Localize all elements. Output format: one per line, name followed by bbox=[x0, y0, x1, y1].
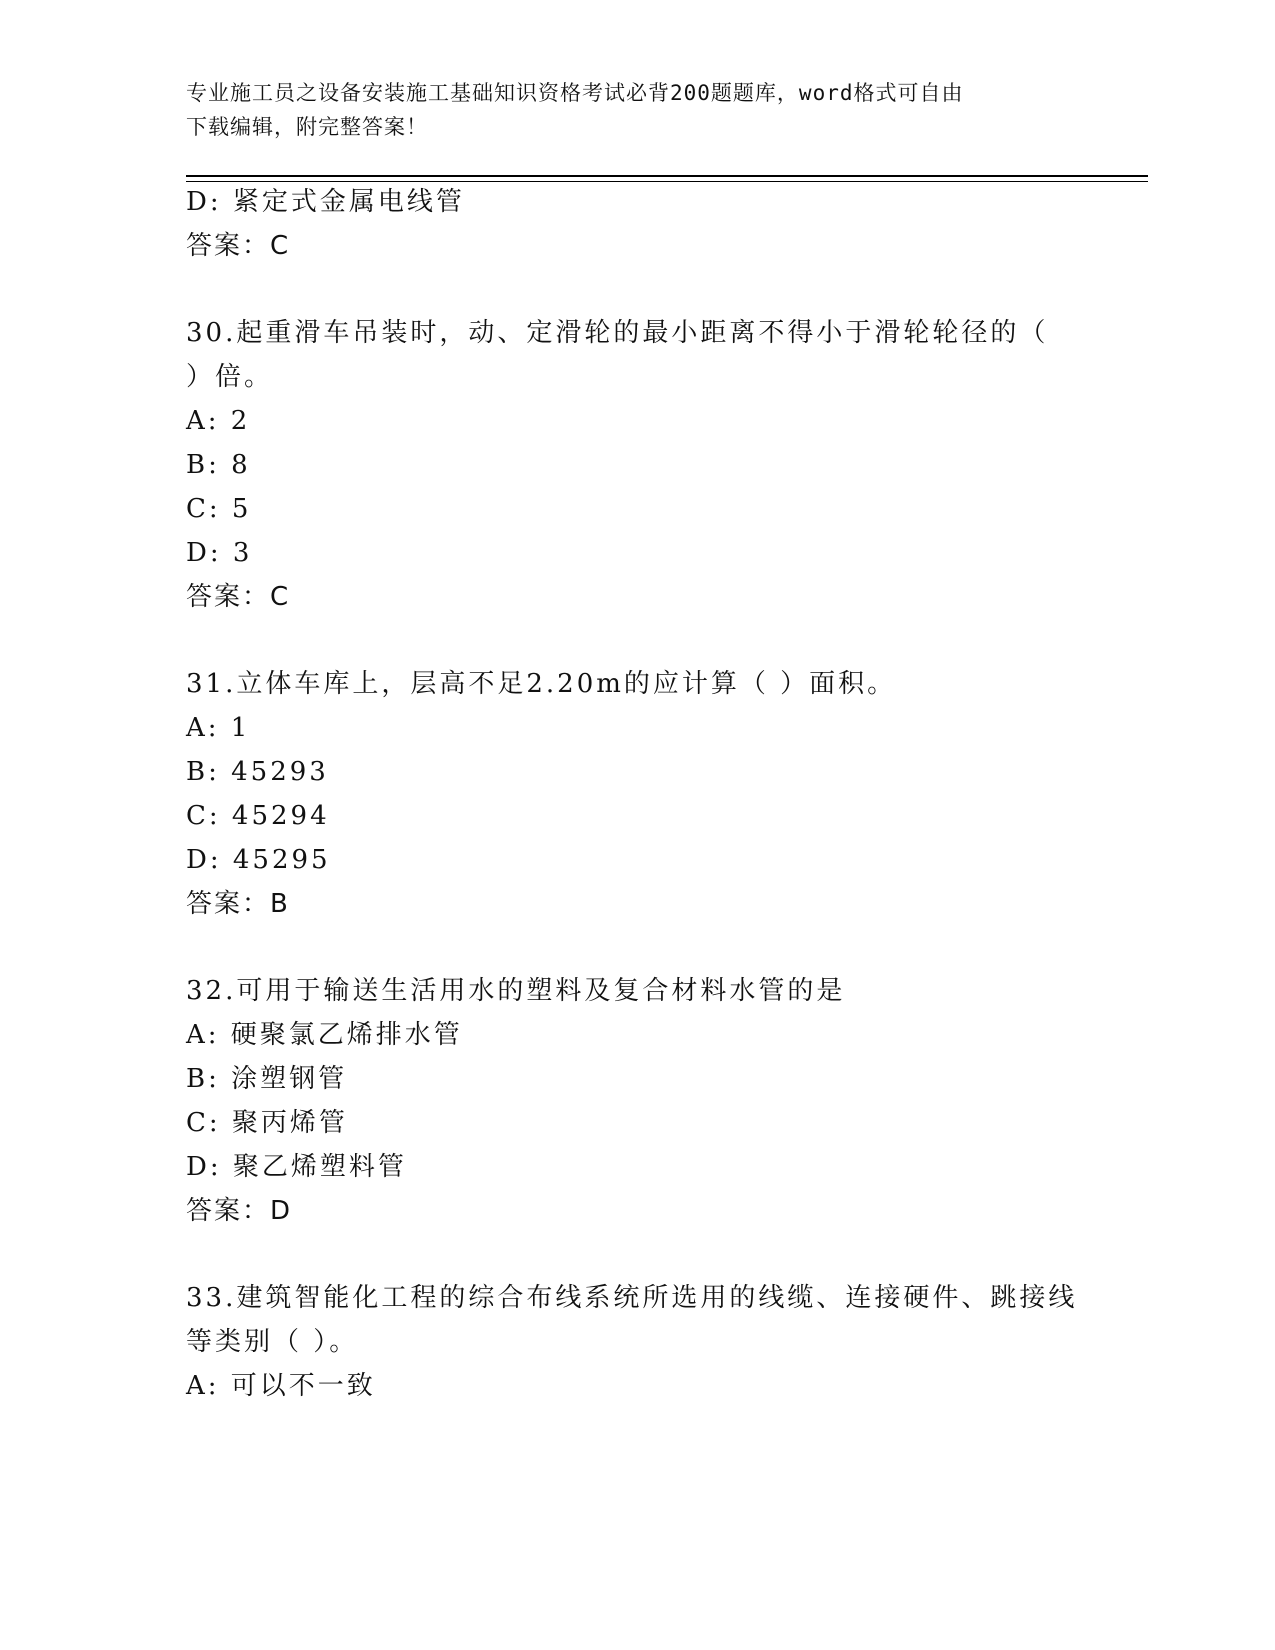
q30-option-c: C: 5 bbox=[186, 494, 252, 524]
q33-stem-line-2: 等类别（ ）。 bbox=[186, 1327, 359, 1357]
prev-answer: 答案：C bbox=[186, 231, 291, 261]
q30-answer: 答案：C bbox=[186, 582, 291, 612]
q31-option-a: A: 1 bbox=[186, 713, 251, 743]
q31-answer: 答案：B bbox=[186, 889, 290, 919]
q31-option-d: D: 45295 bbox=[186, 845, 331, 875]
q32-option-a: A: 硬聚氯乙烯排水管 bbox=[186, 1020, 463, 1050]
document-header bbox=[186, 76, 1066, 144]
q32-stem: 32.可用于输送生活用水的塑料及复合材料水管的是 bbox=[186, 976, 846, 1006]
q30-option-a: A: 2 bbox=[186, 406, 251, 436]
q30-stem-line-2: ）倍。 bbox=[186, 362, 274, 392]
q30-stem-line-1: 30.起重滑车吊装时，动、定滑轮的最小距离不得小于滑轮轮径的（ bbox=[186, 318, 1049, 348]
header-divider-thick bbox=[186, 175, 1148, 177]
header-line-1: 专业施工员之设备安装施工基础知识资格考试必背200题题库，word格式可自由 bbox=[186, 81, 964, 105]
q30-option-d: D: 3 bbox=[186, 538, 253, 568]
header-divider-thin bbox=[186, 181, 1148, 182]
q32-option-d: D: 聚乙烯塑料管 bbox=[186, 1152, 407, 1182]
prev-option-d: D: 紧定式金属电线管 bbox=[186, 187, 465, 217]
q33-option-a: A: 可以不一致 bbox=[186, 1371, 376, 1401]
q33-stem-line-1: 33.建筑智能化工程的综合布线系统所选用的线缆、连接硬件、跳接线 bbox=[186, 1283, 1078, 1313]
q32-option-b: B: 涂塑钢管 bbox=[186, 1064, 348, 1094]
q31-stem: 31.立体车库上，层高不足2.20m的应计算（ ）面积。 bbox=[186, 669, 897, 699]
q32-answer: 答案：D bbox=[186, 1196, 293, 1226]
header-line-2: 下载编辑，附完整答案！ bbox=[186, 115, 428, 139]
q31-option-b: B: 45293 bbox=[186, 757, 329, 787]
q31-option-c: C: 45294 bbox=[186, 801, 330, 831]
q32-option-c: C: 聚丙烯管 bbox=[186, 1108, 348, 1138]
q30-option-b: B: 8 bbox=[186, 450, 251, 480]
